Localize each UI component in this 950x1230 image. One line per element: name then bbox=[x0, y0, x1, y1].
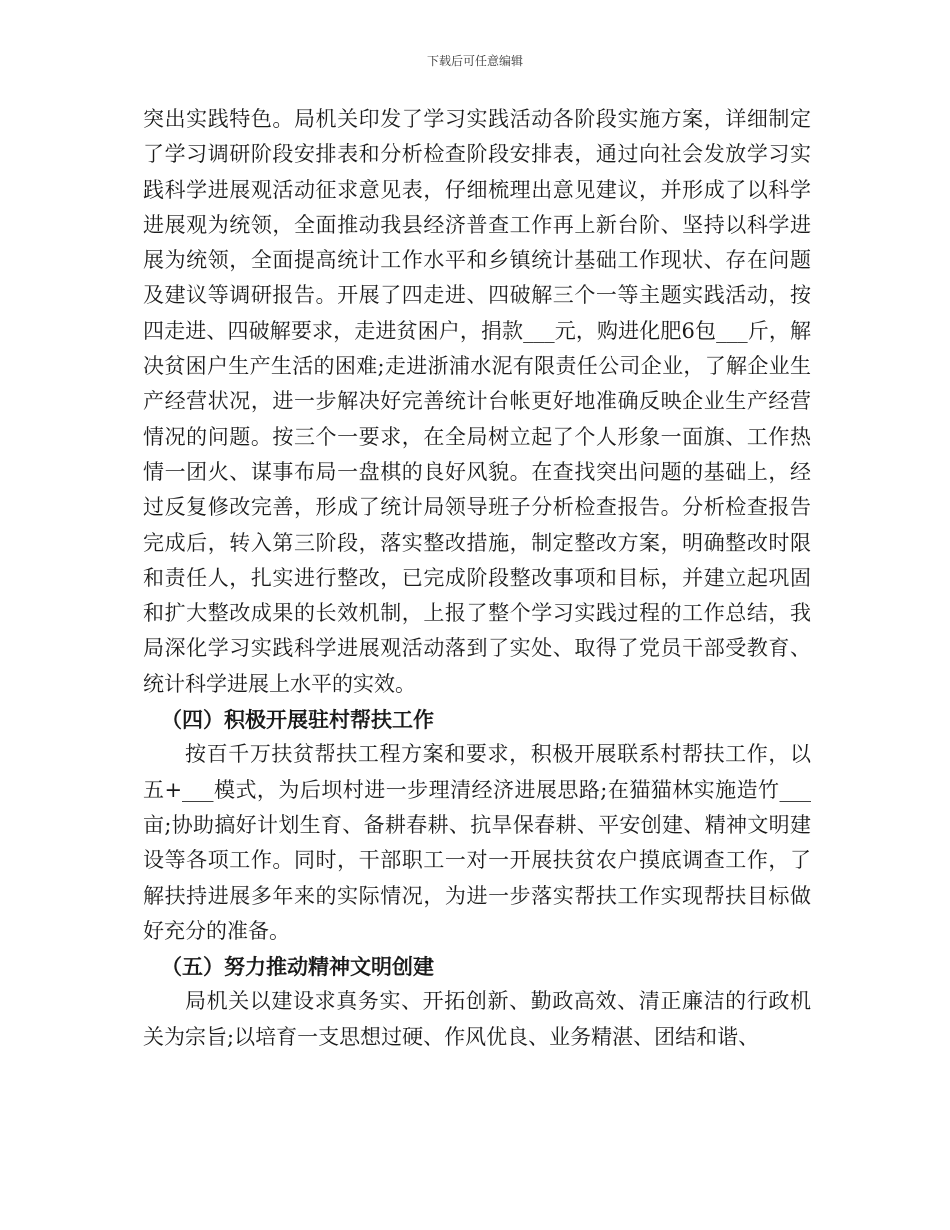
section-heading-village-assistance: （四）积极开展驻村帮扶工作 bbox=[161, 707, 434, 733]
page-header: 下载后可任意编辑 bbox=[426, 54, 523, 68]
paragraph-village-assistance: 按百千万扶贫帮扶工程方案和要求，积极开展联系村帮扶工作，以五+___模式，为后坝村进一步理清经济进展思路;在猫猫林实施造竹___亩;协助搞好计划生育、备耕春耕、抗旱保春耕、平安创建、精神文明建设等各项工作。同时，干部职工一对一开展扶贫农户摸底调查工作，了解扶持进展多年来的实际情况，为进一步落实帮扶工作实现帮扶目标做好充分的准备。 bbox=[143, 742, 811, 943]
paragraph-civilization-building: 局机关以建设求真务实、开拓创新、勤政高效、清正廉洁的行政机关为宗旨;以培育一支思想过硬、作风优良、业务精湛、团结和谐、 bbox=[143, 989, 811, 1049]
paragraph-practice-summary: 突出实践特色。局机关印发了学习实践活动各阶段实施方案，详细制定了学习调研阶段安排表和分析检查阶段安排表，通过向社会发放学习实践科学进展观活动征求意见表，仔细梳理出意见建议，并形成了以科学进展观为统领，全面推动我县经济普查工作再上新台阶、坚持以科学进展为统领，全面提高统计工作水平和乡镇统计基础工作现状、存在问题及建议等调研报告。开展了四走进、四破解三个一等主题实践活动，按四走进、四破解要求，走进贫困户，捐款___元，购进化肥6包___斤，解决贫困户生产生活的困难;走进浙浦水泥有限责任公司企业，了解企业生产经营状况，进一步解决好完善统计台帐更好地准确反映企业生产经营情况的问题。按三个一要求，在全局树立起了个人形象一面旗、工作热情一团火、谋事布局一盘棋的良好风貌。在查找突出问题的基础上，经过反复修改完善，形成了统计局领导班子分析检查报告。分析检查报告完成后，转入第三阶段，落实整改措施，制定整改方案，明确整改时限和责任人，扎实进行整改，已完成阶段整改事项和目标，并建立起巩固和扩大整改成果的长效机制，上报了整个学习实践过程的工作总结，我局深化学习实践科学进展观活动落到了实处、取得了党员干部受教育、统计科学进展上水平的实效。 bbox=[143, 107, 811, 696]
section-heading-civilization-building: （五）努力推动精神文明创建 bbox=[161, 954, 434, 980]
document-body bbox=[143, 102, 811, 1055]
